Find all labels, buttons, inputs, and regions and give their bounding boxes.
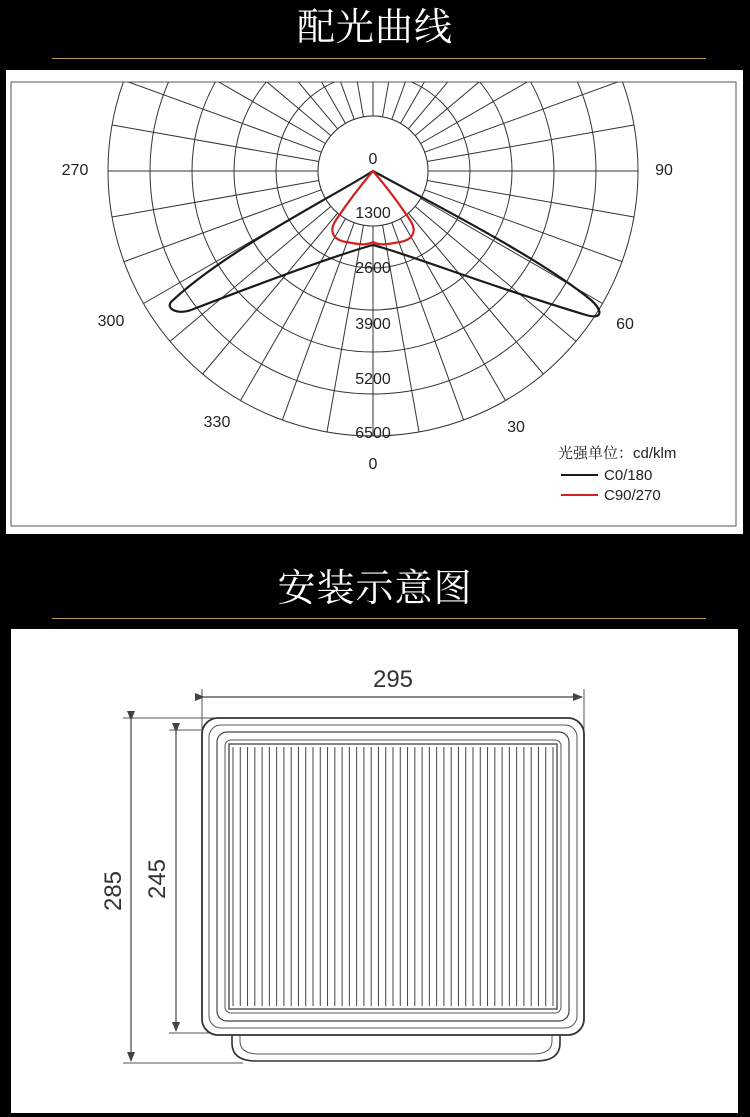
grid-spoke	[392, 223, 464, 420]
grid-spoke	[124, 80, 321, 152]
radial-label-1300: 1300	[355, 205, 391, 222]
polar-chart-panel	[6, 70, 743, 534]
grid-spoke	[425, 80, 622, 152]
fixture-bottom-lip-inner	[240, 1035, 552, 1054]
grid-spoke	[124, 190, 321, 262]
angle-label-300: 300	[97, 313, 125, 330]
grid-spoke	[392, 70, 464, 119]
angle-label-90: 90	[655, 162, 673, 179]
width-label: 295	[372, 666, 414, 693]
grid-spoke	[282, 223, 354, 420]
light-distribution-title: 配光曲线	[296, 5, 453, 49]
legend-c0-label: C0/180	[604, 467, 653, 484]
title-divider-2	[52, 618, 706, 619]
grid-spoke	[425, 190, 622, 262]
angle-label-30: 30	[507, 419, 525, 436]
grid-spoke	[415, 70, 576, 136]
angle-label-270: 270	[61, 162, 89, 179]
angle-label-0-top: 0	[368, 151, 378, 168]
grid-spoke	[170, 70, 331, 136]
inner-height-label: 245	[144, 858, 171, 900]
grid-spoke	[203, 70, 338, 129]
grid-spoke	[112, 125, 319, 161]
angle-label-0-bottom: 0	[368, 456, 378, 473]
grid-spoke	[112, 181, 319, 217]
installation-panel	[11, 629, 738, 1113]
grid-spoke	[427, 181, 634, 217]
radial-label-2600: 2600	[355, 260, 391, 277]
outer-height-label: 285	[100, 870, 127, 912]
radial-label-6500: 6500	[355, 425, 391, 442]
polar-diagram	[6, 70, 743, 534]
grid-spoke	[408, 70, 543, 129]
grid-spoke	[282, 70, 354, 119]
angle-label-60: 60	[616, 316, 634, 333]
fixture-bottom-lip	[232, 1035, 560, 1061]
legend-unit: 光强单位：cd/klm	[558, 445, 677, 462]
title-divider-1	[52, 58, 706, 59]
installation-title: 安装示意图	[277, 566, 473, 610]
installation-diagram	[11, 629, 738, 1113]
angle-label-330: 330	[203, 414, 231, 431]
grid-spoke	[427, 125, 634, 161]
radial-label-3900: 3900	[355, 316, 391, 333]
radial-label-5200: 5200	[355, 371, 391, 388]
legend-c90-label: C90/270	[604, 487, 661, 504]
grid-spoke	[421, 70, 603, 144]
grid-spoke	[144, 70, 326, 144]
